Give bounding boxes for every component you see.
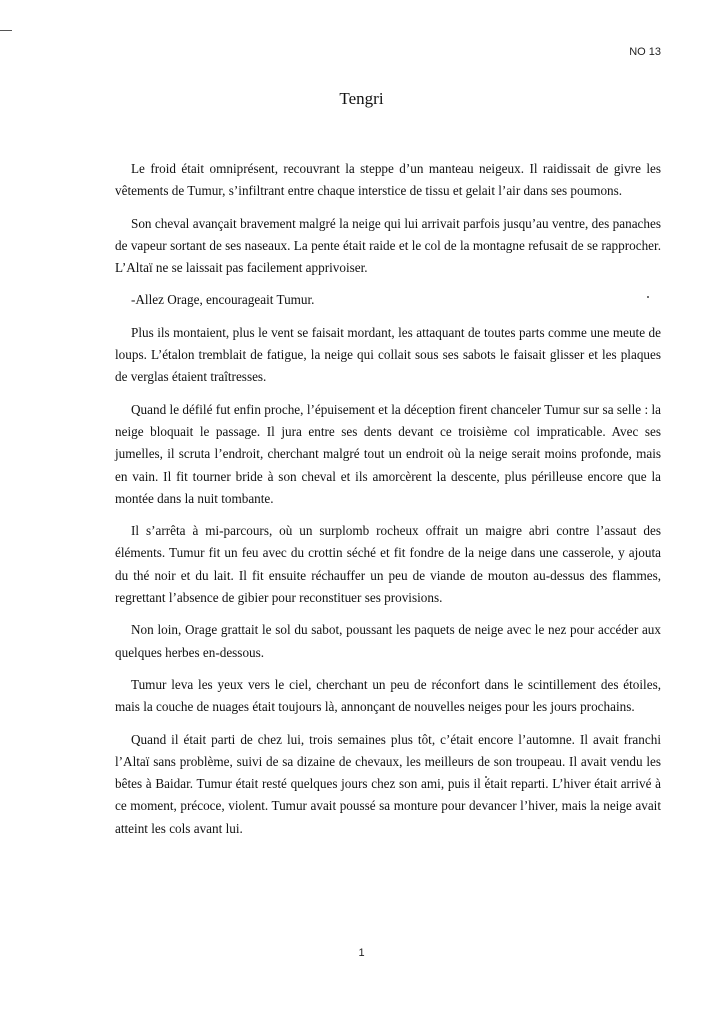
paragraph: Son cheval avançait bravement malgré la neige qui lui arrivait parfois jusqu’au ventre, des panaches de vapeur sortant de ses naseaux. La pente était raide et le col de la montagne refusait de se rapprocher. L’Altaï ne se laissait pas facilement apprivoiser. xyxy=(115,215,661,276)
document-label: NO 13 xyxy=(629,46,661,58)
paragraph: Non loin, Orage grattait le sol du sabot, poussant les paquets de neige avec le nez pour accéder aux quelques herbes en-dessous. xyxy=(115,622,661,660)
paragraph: -Allez Orage, encourageait Tumur. xyxy=(131,292,315,308)
paragraph: Quand il était parti de chez lui, trois semaines plus tôt, c’était encore l’automne. Il avait franchi l’Altaï sans problème, suivi de sa dizaine de chevaux, les meilleurs de son troupeau. Il avait vendu les bêtes à Baidar. Tumur était resté quelques jours chez son ami, puis il était reparti. L’hiver était arrivé à ce moment, précoce, violent. Tumur avait poussé sa monture pour devancer l’hiver, mais la neige avait atteint les cols avant lui. xyxy=(115,731,661,836)
paragraph: Plus ils montaient, plus le vent se faisait mordant, les attaquant de toutes parts comme une meute de loups. L’étalon tremblait de fatigue, la neige qui collait sous ses sabots le faisait glisser et les plaques de verglas étaient traîtresses. xyxy=(115,324,661,385)
paragraph: Le froid était omniprésent, recouvrant la steppe d’un manteau neigeux. Il raidissait de givre les vêtements de Tumur, s’infiltrant entre chaque interstice de tissu et gelait l’air dans ses poumons. xyxy=(115,161,661,199)
page-number: 1 xyxy=(358,947,365,959)
paragraph: Quand le défilé fut enfin proche, l’épuisement et la déception firent chanceler Tumur sur sa selle : la neige bloquait le passage. Il jura entre ses dents devant ce troisième col impraticable. Avec ses jumelles, il scruta l’endroit, cherchant malgré tout un endroit où la neige serait moins profonde, mais en vain. Il fit tourner bride à son cheval et ils amorcèrent la descente, plus périlleuse encore que la montée dans la nuit tombante. xyxy=(115,401,661,506)
document-title: Tengri xyxy=(339,89,384,108)
paragraph: Il s’arrêta à mi-parcours, où un surplomb rocheux offrait un maigre abri contre l’assaut des éléments. Tumur fit un feu avec du crottin séché et fit fondre de la neige dans une casserole, y ajouta du thé noir et du lait. Il fit ensuite réchauffer un peu de viande de mouton au-dessus des flammes, regrettant l’absence de gibier pour reconstituer ses provisions. xyxy=(115,523,661,606)
scan-edge-mark xyxy=(0,30,12,31)
paragraph: Tumur leva les yeux vers le ciel, cherchant un peu de réconfort dans le scintillement des étoiles, mais la couche de nuages était toujours là, annonçant de nouvelles neiges pour les jours prochains. xyxy=(115,676,661,715)
document-body xyxy=(115,158,661,850)
